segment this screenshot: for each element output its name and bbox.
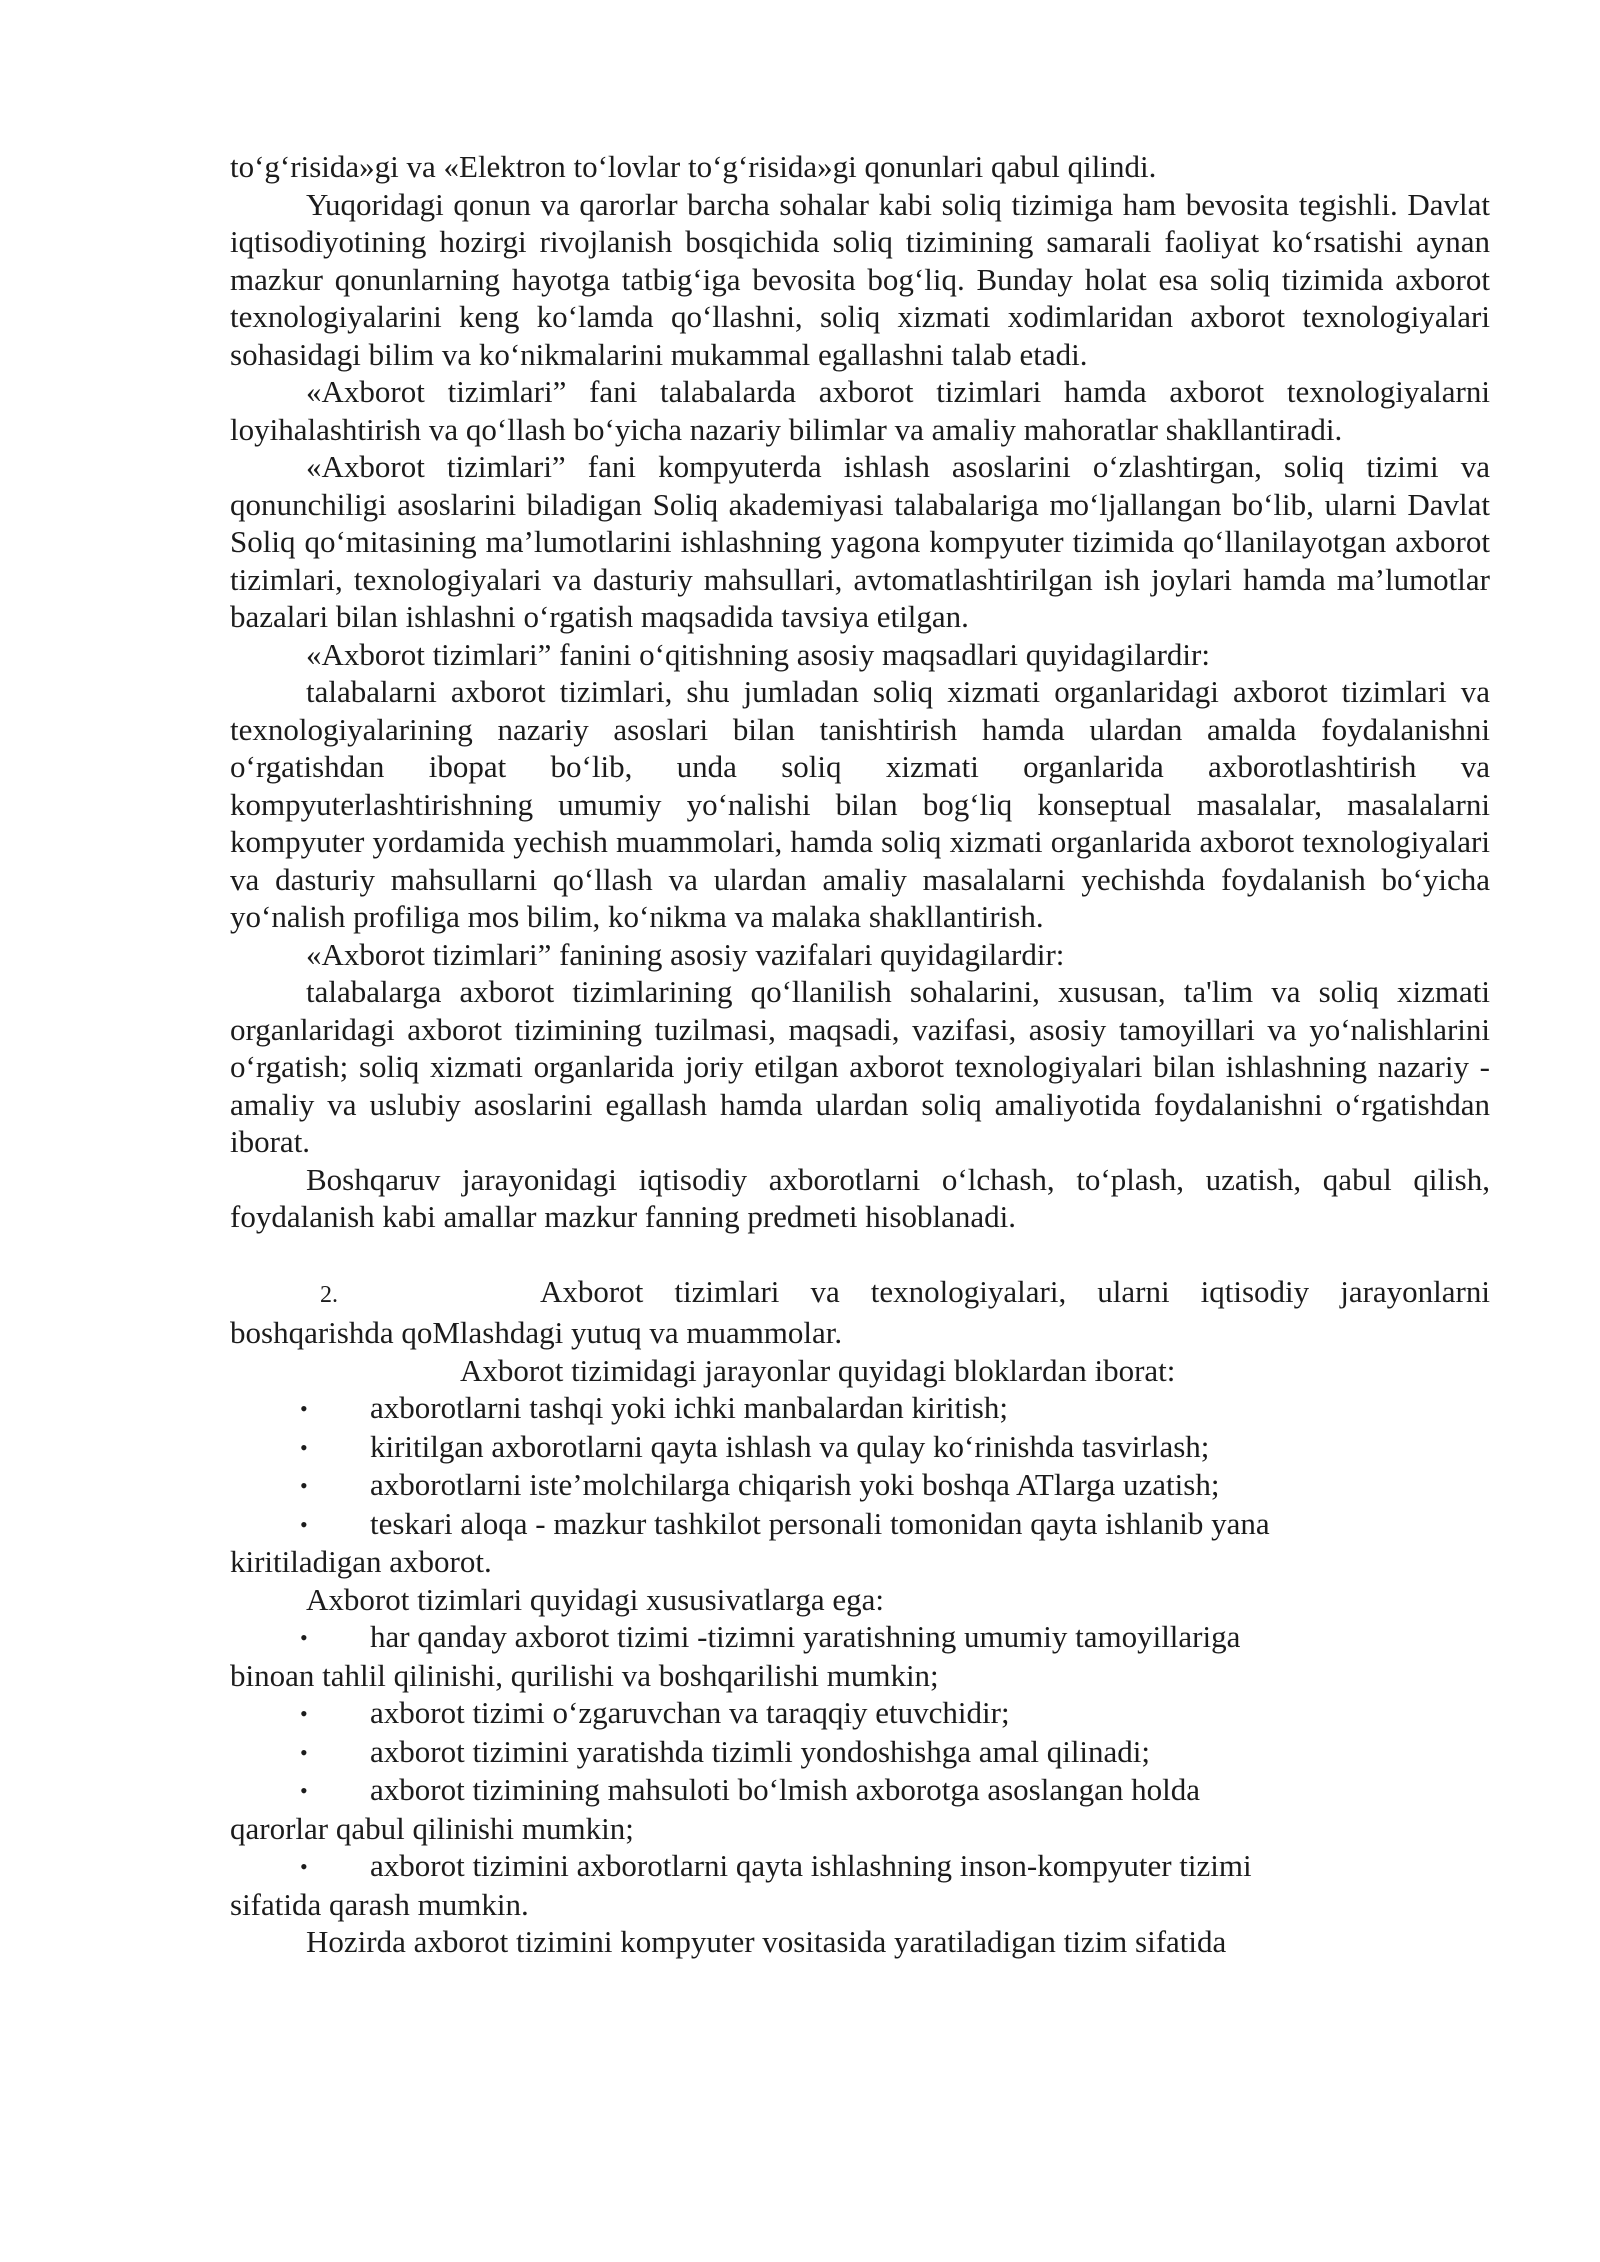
section-number: 2. <box>320 1281 338 1308</box>
paragraph: Hozirda axborot tizimini kompyuter vositasida yaratiladigan tizim sifatida <box>306 1924 1227 1959</box>
bullet-marker: • <box>300 1473 308 1498</box>
list-item-text: teskari aloqa - mazkur tashkilot personali tomonidan qayta ishlanib yana <box>370 1505 1270 1541</box>
bullet-marker: • <box>300 1701 308 1726</box>
section-title: Axborot tizimlari va texnologiyalari, ularni iqtisodiy jarayonlarni boshqarishda qoMlashdagi yutuq va muammolar. <box>230 1273 1490 1350</box>
document-page <box>230 148 1490 1961</box>
list-item <box>230 1428 1490 1467</box>
bullet-marker: • <box>300 1625 308 1650</box>
bullet-marker: • <box>300 1739 308 1765</box>
paragraph: talabalarni axborot tizimlari, shu jumladan soliq xizmati organlaridagi axborot tizimlari va texnologiyalarining nazariy asoslari bilan tanishtirish hamda ulardan amalda foydalanishni o‘rgatishdan ibopat bo‘lib, unda soliq xizmati organlarida axborotlashtirish va kompyuterlashtirishning umumiy yo‘nalishi bilan bog‘liq konseptual masalalar, masalalarni kompyuter yordamida yechish muammolari, hamda soliq xizmati organlarida axborot texnologiyalari va dasturiy mahsullarni qo‘llash va ulardan amaliy masalalarni yechishda foydalanish bo‘yicha yo‘nalish profiliga mos bilim, ko‘nikma va malaka shakllantirish. <box>230 674 1490 934</box>
list-item-text: axborot tizimining mahsuloti bo‘lmish axborotga asoslangan holda <box>370 1772 1200 1807</box>
section-heading <box>230 1273 1490 1352</box>
paragraph: talabalarga axborot tizimlarining qo‘llanilish sohalarini, xususan, ta'lim va soliq xizmati organlaridagi axborot tizimining tuzilmasi, maqsadi, vazifasi, asosiy tamoyillari va yo‘nalishlarini o‘rgatish; soliq xizmati organlarida joriy etilgan axborot texnologiyalari bilan ishlashning nazariy - amaliy va uslubiy asoslarini egallash hamda ulardan soliq amaliyotida foydalanishni o‘rgatishdan iborat. <box>230 974 1490 1159</box>
list-item-continuation: sifatida qarash mumkin. <box>230 1886 529 1922</box>
paragraph: «Axborot tizimlari” fanini o‘qitishning asosiy maqsadlari quyidagilardir: <box>306 636 1210 672</box>
paragraph: «Axborot tizimlari” fani talabalarda axborot tizimlari hamda axborot texnologiyalarni loyihalashtirish va qo‘llash bo‘yicha nazariy bilimlar va amaliy mahoratlar shakllantiradi. <box>230 374 1490 447</box>
bullet-marker: • <box>300 1854 308 1879</box>
list-item <box>230 1847 1490 1886</box>
bullet-marker: • <box>300 1434 308 1460</box>
bullet-marker: • <box>300 1511 308 1537</box>
list-item <box>230 1389 1490 1428</box>
paragraph: to‘g‘risida»gi va «Elektron to‘lovlar to‘g‘risida»gi qonunlari qabul qilindi. <box>230 149 1157 184</box>
paragraph: «Axborot tizimlari” fani kompyuterda ishlash asoslarini o‘zlashtirgan, soliq tizimi va qonunchiligi asoslarini biladigan Soliq akademiyasi talabalariga mo‘ljallangan bo‘lib, ularni Davlat Soliq qo‘mitasining ma’lumotlarini ishlashning yagona kompyuter tizimida qo‘llanilayotgan axborot tizimlari, texnologiyalari va dasturiy mahsullari, avtomatlashtirilgan ish joylari hamda ma’lumotlar bazalari bilan ishlashni o‘rgatish maqsadida tavsiya etilgan. <box>230 449 1490 634</box>
list-item-continuation: qarorlar qabul qilinishi mumkin; <box>230 1810 634 1846</box>
paragraph: Yuqoridagi qonun va qarorlar barcha sohalar kabi soliq tizimiga ham bevosita tegishli. Davlat iqtisodiyotining hozirgi rivojlanish bosqichida soliq tizimining samarali faoliyat ko‘rsatishi aynan mazkur qonunlarning hayotga tatbig‘iga bevosita bog‘liq. Bunday holat esa soliq tizimida axborot texnologiyalarini keng ko‘lamda qo‘llashni, soliq xizmati xodimlaridan axborot texnologiyalari sohasidagi bilim va ko‘nikmalarini mukammal egallashni talab etadi. <box>230 186 1490 372</box>
list-item <box>230 1771 1490 1810</box>
bullet-marker: • <box>300 1778 308 1803</box>
list-item-text: axborot tizimini axborotlarni qayta ishlashning inson-kompyuter tizimi <box>370 1848 1252 1883</box>
list-item-text: axborot tizimini yaratishda tizimli yondoshishga amal qilinadi; <box>370 1733 1151 1769</box>
list-item-text: kiritilgan axborotlarni qayta ishlash va qulay ko‘rinishda tasvirlash; <box>370 1428 1210 1464</box>
list-item-text: axborotlarni tashqi yoki ichki manbalardan kiritish; <box>370 1390 1008 1425</box>
paragraph: Axborot tizimlari quyidagi xususivatlarga ega: <box>306 1581 884 1617</box>
list-item-continuation: binoan tahlil qilinishi, qurilishi va boshqarilishi mumkin; <box>230 1657 939 1693</box>
list-item <box>230 1505 1490 1544</box>
section-spacer <box>230 1236 1490 1273</box>
list-item <box>230 1694 1490 1733</box>
paragraph: «Axborot tizimlari” fanining asosiy vazifalari quyidagilardir: <box>306 936 1065 972</box>
list-item-text: axborotlarni iste’molchilarga chiqarish yoki boshqa ATlarga uzatish; <box>370 1467 1220 1502</box>
section-intro: Axborot tizimidagi jarayonlar quyidagi bloklardan iborat: <box>460 1352 1176 1388</box>
list-item-continuation: kiritiladigan axborot. <box>230 1544 492 1579</box>
list-item <box>230 1618 1490 1657</box>
list-item <box>230 1466 1490 1505</box>
paragraph: Boshqaruv jarayonidagi iqtisodiy axborotlarni o‘lchash, to‘plash, uzatish, qabul qilish, foydalanish kabi amallar mazkur fanning predmeti hisoblanadi. <box>230 1161 1490 1234</box>
list-item-text: axborot tizimi o‘zgaruvchan va taraqqiy etuvchidir; <box>370 1695 1010 1730</box>
bullet-marker: • <box>300 1396 308 1421</box>
list-item <box>230 1733 1490 1772</box>
list-item-text: har qanday axborot tizimi -tizimni yaratishning umumiy tamoyillariga <box>370 1619 1241 1654</box>
